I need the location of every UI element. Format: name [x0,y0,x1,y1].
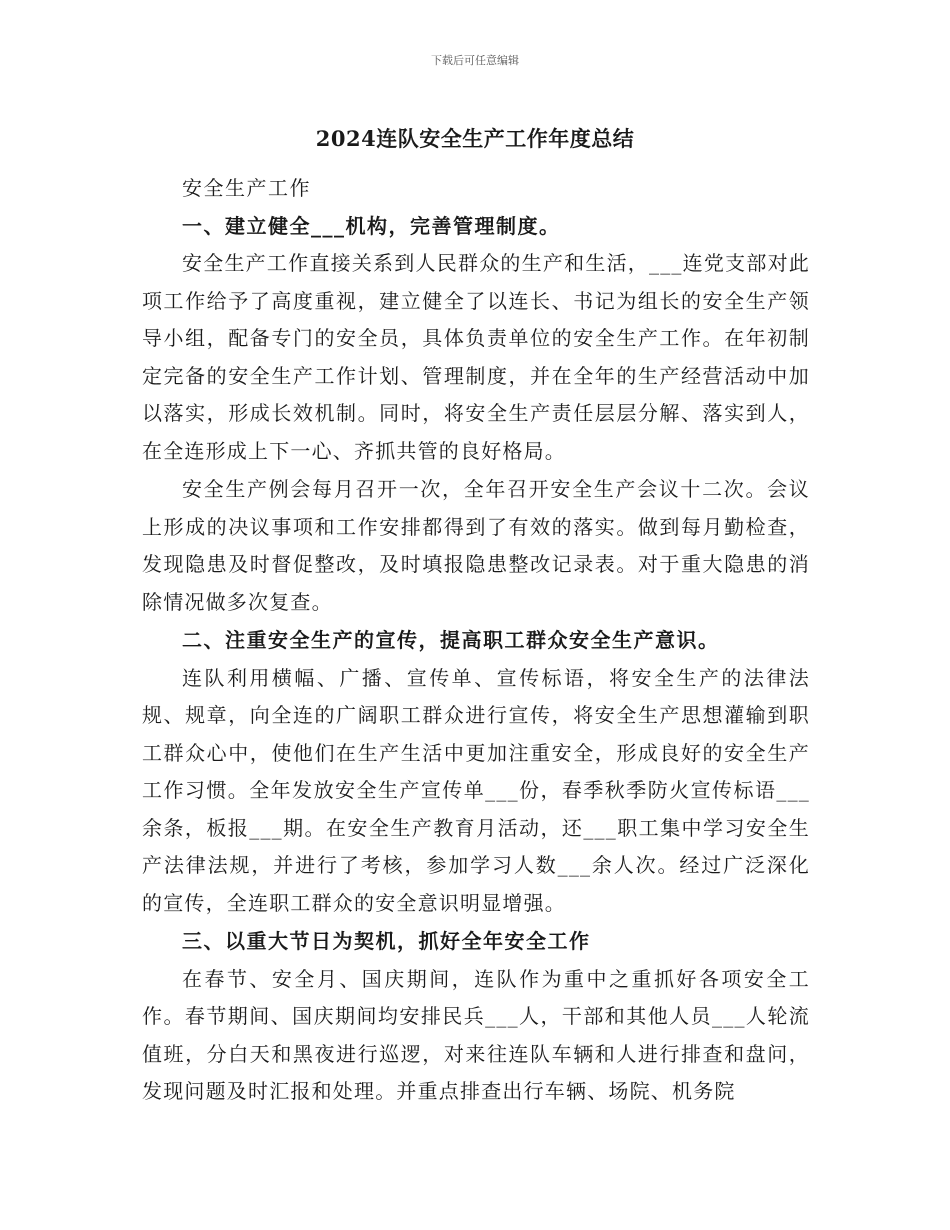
section-heading-3: 三、以重大节日为契机，抓好全年安全工作 [182,929,591,953]
document-title: 2024连队安全生产工作年度总结 [315,126,635,151]
paragraph-2: 安全生产例会每月召开一次，全年召开安全生产会议十二次。会议上形成的决议事项和工作安排都得到了有效的落实。做到每月勤检查，发现隐患及时督促整改，及时填报隐患整改记录表。对于重大隐患的消除情况做多次复查。 [142,477,810,614]
paragraph-1: 安全生产工作直接关系到人民群众的生产和生活，___连党支部对此项工作给予了高度重视，建立健全了以连长、书记为组长的安全生产领导小组，配备专门的安全员，具体负责单位的安全生产工作。在年初制定完备的安全生产工作计划、管理制度，并在全年的生产经营活动中加以落实，形成长效机制。同时，将安全生产责任层层分解、落实到人，在全连形成上下一心、齐抓共管的良好格局。 [142,251,810,463]
page-header: 下载后可任意编辑 [431,54,519,67]
document-body [142,170,810,1112]
section-heading-1: 一、建立健全___机构，完善管理制度。 [182,213,561,238]
section-label: 安全生产工作 [182,176,311,200]
paragraph-4: 在春节、安全月、国庆期间，连队作为重中之重抓好各项安全工作。春节期间、国庆期间均安排民兵___人，干部和其他人员___人轮流值班，分白天和黑夜进行巡逻，对来往连队车辆和人进行排查和盘问，发现问题及时汇报和处理。并重点排查出行车辆、场院、机务院 [142,966,810,1103]
section-heading-2: 二、注重安全生产的宣传，提高职工群众安全生产意识。 [182,628,720,652]
paragraph-3: 连队利用横幅、广播、宣传单、宣传标语，将安全生产的法律法规、规章，向全连的广阔职工群众进行宣传，将安全生产思想灌输到职工群众心中，使他们在生产生活中更加注重安全，形成良好的安全生产工作习惯。全年发放安全生产宣传单___份，春季秋季防火宣传标语___余条，板报___期。在安全生产教育月活动，还___职工集中学习安全生产法律法规，并进行了考核，参加学习人数___余人次。经过广泛深化的宣传，全连职工群众的安全意识明显增强。 [142,665,810,915]
